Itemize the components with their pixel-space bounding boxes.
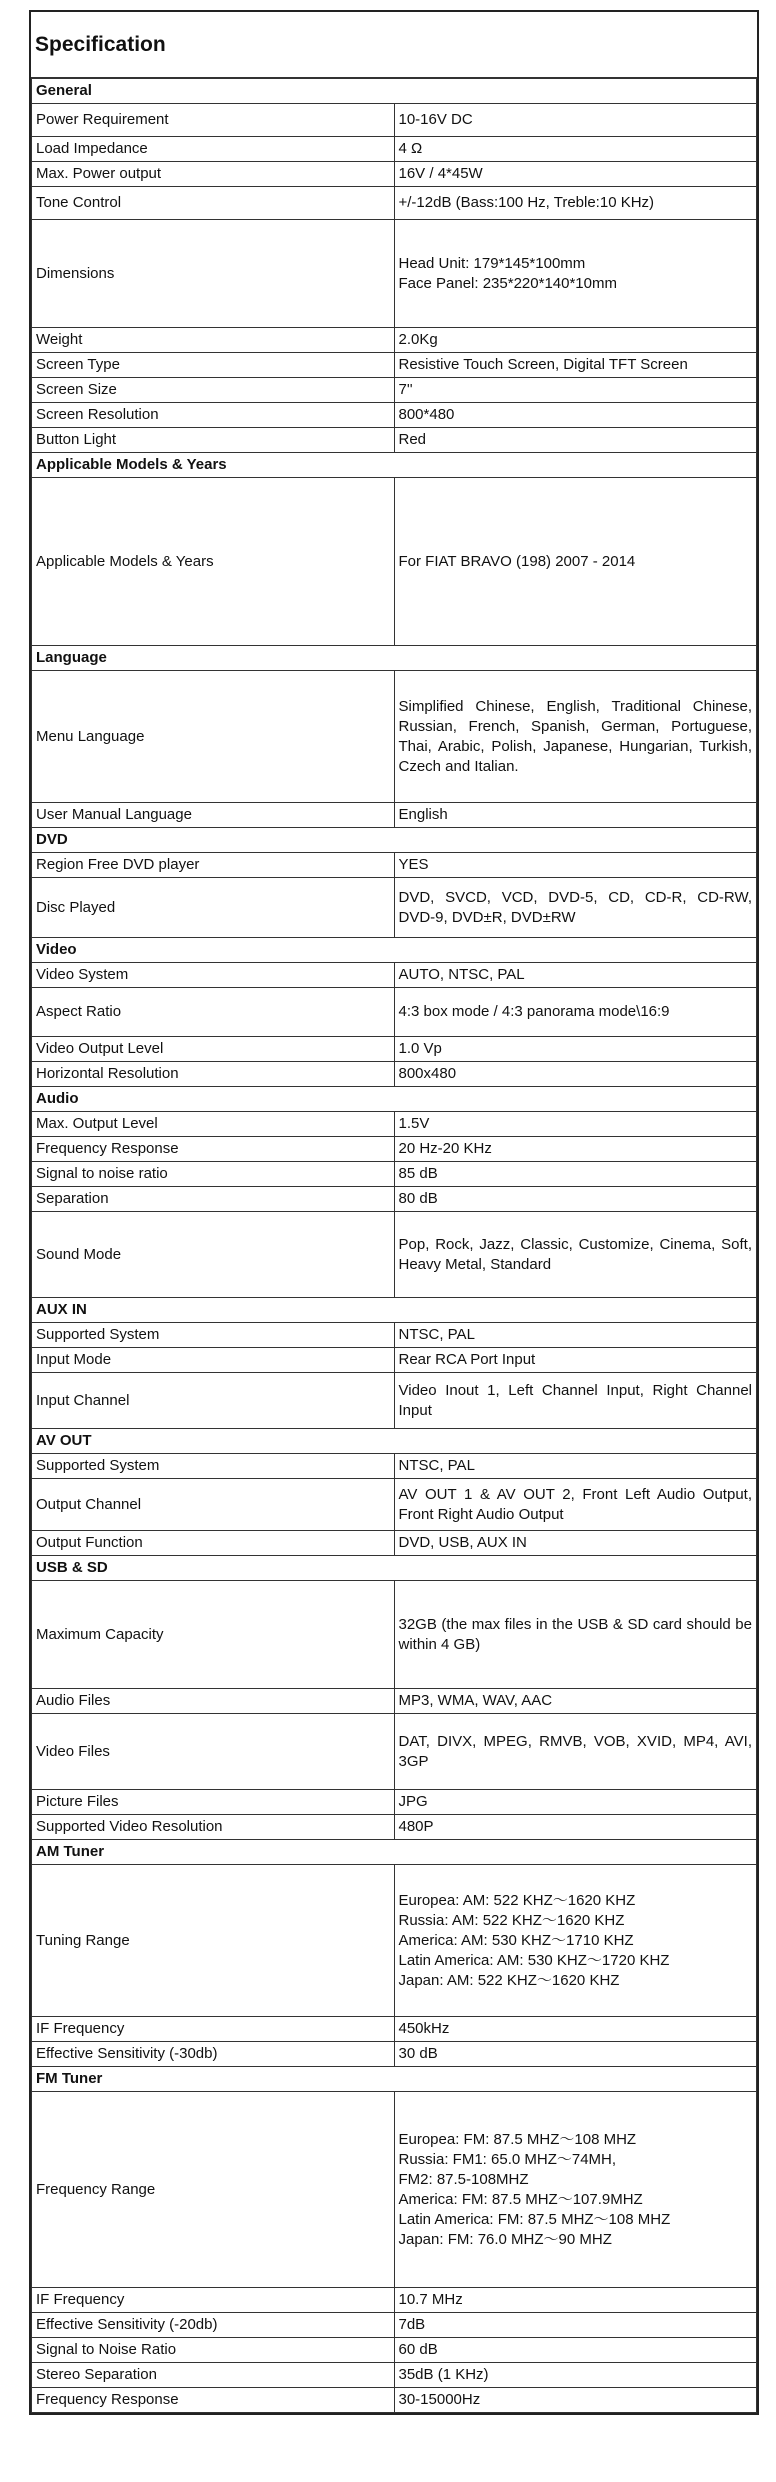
spec-label: Button Light <box>32 428 395 453</box>
section-header <box>32 1429 757 1454</box>
spec-label: Audio Files <box>32 1689 395 1714</box>
spec-value: Video Inout 1, Left Channel Input, Right Channel Input <box>394 1373 757 1429</box>
spec-row <box>32 187 757 220</box>
spec-row <box>32 963 757 988</box>
spec-value: 16V / 4*45W <box>394 162 757 187</box>
spec-label: Supported System <box>32 1454 395 1479</box>
spec-value: 800*480 <box>394 403 757 428</box>
spec-value: 4 Ω <box>394 137 757 162</box>
spec-row <box>32 1323 757 1348</box>
section-title: AV OUT <box>32 1429 757 1454</box>
section-header <box>32 1840 757 1865</box>
spec-label: Weight <box>32 328 395 353</box>
section-header <box>32 79 757 104</box>
spec-label: Screen Type <box>32 353 395 378</box>
spec-value: 30 dB <box>394 2042 757 2067</box>
spec-row <box>32 378 757 403</box>
section-header <box>32 828 757 853</box>
spec-label: Signal to Noise Ratio <box>32 2338 395 2363</box>
spec-row <box>32 1373 757 1429</box>
section-title: DVD <box>32 828 757 853</box>
spec-row <box>32 220 757 328</box>
spec-value: MP3, WMA, WAV, AAC <box>394 1689 757 1714</box>
spec-label: Video System <box>32 963 395 988</box>
spec-value: 7'' <box>394 378 757 403</box>
spec-value: DVD, SVCD, VCD, DVD-5, CD, CD-R, CD-RW, DVD-9, DVD±R, DVD±RW <box>394 878 757 938</box>
spec-label: Video Output Level <box>32 1037 395 1062</box>
spec-label: Video Files <box>32 1714 395 1790</box>
spec-row <box>32 2092 757 2288</box>
spec-value: Rear RCA Port Input <box>394 1348 757 1373</box>
spec-row <box>32 1714 757 1790</box>
spec-label: Tone Control <box>32 187 395 220</box>
spec-row <box>32 1062 757 1087</box>
spec-value: YES <box>394 853 757 878</box>
section-header <box>32 1556 757 1581</box>
spec-value: DVD, USB, AUX IN <box>394 1531 757 1556</box>
spec-value: DAT, DIVX, MPEG, RMVB, VOB, XVID, MP4, AVI, 3GP <box>394 1714 757 1790</box>
spec-label: Frequency Range <box>32 2092 395 2288</box>
spec-row <box>32 1479 757 1531</box>
section-header <box>32 453 757 478</box>
spec-label: Input Channel <box>32 1373 395 1429</box>
spec-row <box>32 988 757 1037</box>
spec-value: Resistive Touch Screen, Digital TFT Screen <box>394 353 757 378</box>
section-header <box>32 1087 757 1112</box>
spec-row <box>32 2288 757 2313</box>
spec-value: 1.5V <box>394 1112 757 1137</box>
section-title: Audio <box>32 1087 757 1112</box>
spec-table <box>31 78 757 2413</box>
section-header <box>32 646 757 671</box>
section-title: General <box>32 79 757 104</box>
spec-label: Picture Files <box>32 1790 395 1815</box>
section-title: AM Tuner <box>32 1840 757 1865</box>
spec-label: IF Frequency <box>32 2017 395 2042</box>
spec-value: 32GB (the max files in the USB & SD card should be within 4 GB) <box>394 1581 757 1689</box>
spec-label: Load Impedance <box>32 137 395 162</box>
spec-value: For FIAT BRAVO (198) 2007 - 2014 <box>394 478 757 646</box>
section-title: Applicable Models & Years <box>32 453 757 478</box>
spec-value: 7dB <box>394 2313 757 2338</box>
spec-label: Stereo Separation <box>32 2363 395 2388</box>
spec-label: Max. Power output <box>32 162 395 187</box>
spec-row <box>32 2017 757 2042</box>
spec-row <box>32 1689 757 1714</box>
spec-value: 10.7 MHz <box>394 2288 757 2313</box>
spec-label: Power Requirement <box>32 104 395 137</box>
section-title: USB & SD <box>32 1556 757 1581</box>
spec-label: Tuning Range <box>32 1865 395 2017</box>
spec-value: Europea: AM: 522 KHZ～1620 KHZ Russia: AM: 522 KHZ～1620 KHZ America: AM: 530 KHZ～1710 KHZ Latin America: AM: 530 KHZ～1720 KHZ Japan: AM: 522 KHZ～1620 KHZ <box>394 1865 757 2017</box>
spec-value: AUTO, NTSC, PAL <box>394 963 757 988</box>
spec-label: Screen Size <box>32 378 395 403</box>
spec-row <box>32 137 757 162</box>
spec-label: Menu Language <box>32 671 395 803</box>
spec-row <box>32 403 757 428</box>
spec-value: 80 dB <box>394 1187 757 1212</box>
spec-value: 10-16V DC <box>394 104 757 137</box>
section-header <box>32 938 757 963</box>
spec-value: 85 dB <box>394 1162 757 1187</box>
spec-label: Output Function <box>32 1531 395 1556</box>
spec-label: Frequency Response <box>32 1137 395 1162</box>
spec-label: Effective Sensitivity (-20db) <box>32 2313 395 2338</box>
section-title: Video <box>32 938 757 963</box>
spec-label: Sound Mode <box>32 1212 395 1298</box>
spec-value: English <box>394 803 757 828</box>
spec-value: Pop, Rock, Jazz, Classic, Customize, Cinema, Soft, Heavy Metal, Standard <box>394 1212 757 1298</box>
spec-value: Red <box>394 428 757 453</box>
spec-row <box>32 878 757 938</box>
spec-label: Disc Played <box>32 878 395 938</box>
spec-label: User Manual Language <box>32 803 395 828</box>
spec-row <box>32 104 757 137</box>
spec-value: Europea: FM: 87.5 MHZ～108 MHZ Russia: FM1: 65.0 MHZ～74MH, FM2: 87.5-108MHZ America: FM: 87.5 MHZ～107.9MHZ Latin America: FM: 87.5 MHZ～108 MHZ Japan: FM: 76.0 MHZ～90 MHZ <box>394 2092 757 2288</box>
spec-value: 1.0 Vp <box>394 1037 757 1062</box>
spec-value: NTSC, PAL <box>394 1323 757 1348</box>
spec-label: Supported System <box>32 1323 395 1348</box>
spec-label: Maximum Capacity <box>32 1581 395 1689</box>
spec-row <box>32 1865 757 2017</box>
section-header <box>32 2067 757 2092</box>
spec-value: 480P <box>394 1815 757 1840</box>
spec-label: Dimensions <box>32 220 395 328</box>
spec-label: IF Frequency <box>32 2288 395 2313</box>
spec-row <box>32 1348 757 1373</box>
spec-value: 20 Hz-20 KHz <box>394 1137 757 1162</box>
spec-row <box>32 2363 757 2388</box>
spec-label: Screen Resolution <box>32 403 395 428</box>
spec-label: Input Mode <box>32 1348 395 1373</box>
spec-value: +/-12dB (Bass:100 Hz, Treble:10 KHz) <box>394 187 757 220</box>
spec-row <box>32 328 757 353</box>
spec-label: Frequency Response <box>32 2388 395 2413</box>
spec-sheet <box>29 10 759 2415</box>
spec-row <box>32 1187 757 1212</box>
spec-value: 800x480 <box>394 1062 757 1087</box>
spec-row <box>32 1531 757 1556</box>
spec-label: Effective Sensitivity (-30db) <box>32 2042 395 2067</box>
spec-row <box>32 1112 757 1137</box>
spec-value: NTSC, PAL <box>394 1454 757 1479</box>
spec-label: Separation <box>32 1187 395 1212</box>
spec-value: 4:3 box mode / 4:3 panorama mode\16:9 <box>394 988 757 1037</box>
spec-value: 35dB (1 KHz) <box>394 2363 757 2388</box>
spec-row <box>32 2042 757 2067</box>
spec-value: 450kHz <box>394 2017 757 2042</box>
spec-row <box>32 853 757 878</box>
spec-value: JPG <box>394 1790 757 1815</box>
spec-value: Simplified Chinese, English, Traditional Chinese, Russian, French, Spanish, German, Portuguese, Thai, Arabic, Polish, Japanese, Hungarian, Turkish, Czech and Italian. <box>394 671 757 803</box>
section-title: AUX IN <box>32 1298 757 1323</box>
spec-row <box>32 162 757 187</box>
spec-row <box>32 1037 757 1062</box>
spec-row <box>32 1790 757 1815</box>
spec-row <box>32 428 757 453</box>
spec-table-body <box>32 79 757 2413</box>
spec-row <box>32 1162 757 1187</box>
spec-label: Horizontal Resolution <box>32 1062 395 1087</box>
spec-value: AV OUT 1 & AV OUT 2, Front Left Audio Output, Front Right Audio Output <box>394 1479 757 1531</box>
spec-row <box>32 2388 757 2413</box>
spec-label: Max. Output Level <box>32 1112 395 1137</box>
spec-value: 60 dB <box>394 2338 757 2363</box>
spec-row <box>32 2338 757 2363</box>
spec-label: Output Channel <box>32 1479 395 1531</box>
spec-label: Supported Video Resolution <box>32 1815 395 1840</box>
spec-row <box>32 1212 757 1298</box>
spec-row <box>32 671 757 803</box>
spec-value: Head Unit: 179*145*100mm Face Panel: 235*220*140*10mm <box>394 220 757 328</box>
section-title: FM Tuner <box>32 2067 757 2092</box>
spec-row <box>32 803 757 828</box>
spec-row <box>32 478 757 646</box>
page-title: Specification <box>31 12 757 78</box>
spec-value: 2.0Kg <box>394 328 757 353</box>
spec-row <box>32 353 757 378</box>
spec-label: Applicable Models & Years <box>32 478 395 646</box>
section-title: Language <box>32 646 757 671</box>
spec-row <box>32 1581 757 1689</box>
spec-value: 30-15000Hz <box>394 2388 757 2413</box>
spec-label: Aspect Ratio <box>32 988 395 1037</box>
spec-row <box>32 1454 757 1479</box>
spec-row <box>32 1137 757 1162</box>
spec-label: Signal to noise ratio <box>32 1162 395 1187</box>
spec-label: Region Free DVD player <box>32 853 395 878</box>
spec-row <box>32 2313 757 2338</box>
section-header <box>32 1298 757 1323</box>
spec-row <box>32 1815 757 1840</box>
